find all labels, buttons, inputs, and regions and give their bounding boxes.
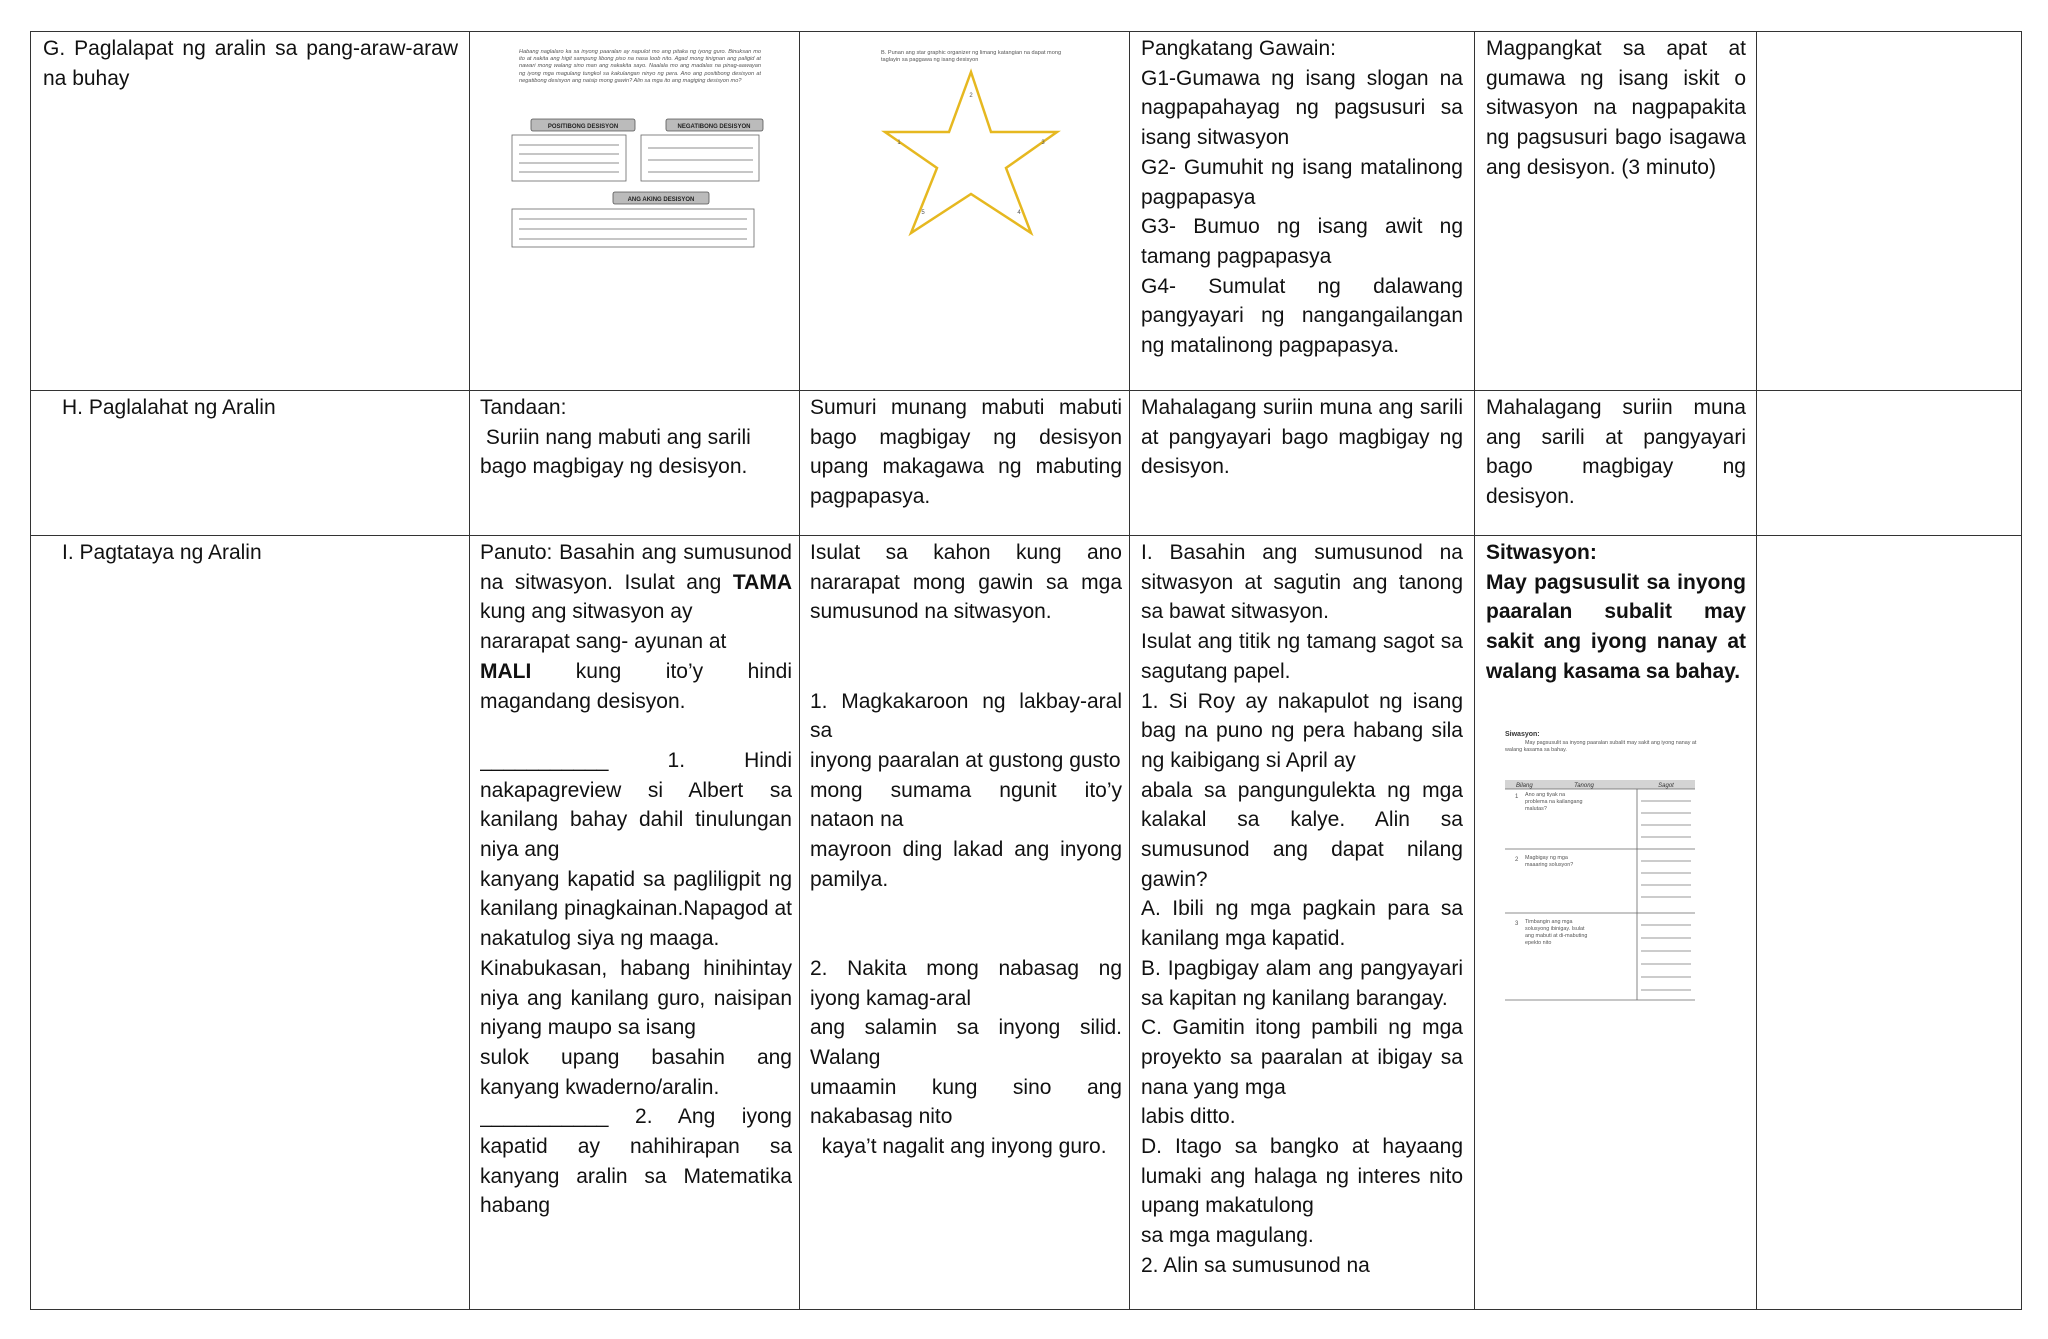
row-g-group-activity	[1141, 34, 1463, 361]
row-i-situation-case	[1486, 538, 1746, 687]
answer-blank: ___________	[480, 1105, 609, 1129]
lesson-plan-table	[30, 31, 2022, 1310]
column-divider	[1756, 32, 1757, 1309]
row-question: Timbangin ang mga solusyong ibinigay. Isulat ang mabuti at di-mabuting epekto nito	[1525, 919, 1588, 946]
row-num: 3	[1515, 921, 1519, 927]
row-i-situation-boxes: Isulat sa kahon kung ano nararapat mong gawin sa mga sumusunod na sitwasyon. 1. Magkakaroon ng lakbay-aral sa inyong paaralan at gustong gusto mong sumama ngunit ito’y nataon na mayroon ding lakad ang inyong pamilya. 2. Nakita mong nabasag ng iyong kamag-aral ang salamin sa inyong silid. Walang umaamin kung sino ang nakabasag nito kaya’t nagalit ang inyong guro.	[810, 538, 1122, 1310]
remember-text: Suriin nang mabuti ang sarili bago magbigay ng desisyon.	[480, 425, 757, 479]
row-g-label: G. Paglalapat ng aralin sa pang-araw-araw na buhay	[43, 37, 458, 90]
row-h-col4-text: Mahalagang suriin muna ang sarili at pangyayari bago magbigay ng desisyon.	[1141, 396, 1463, 479]
row-num: 1	[1515, 794, 1519, 800]
worksheet-intro: Habang naglalaro ka sa inyong paaralan ay napulot mo ang pitaka ng iyong guro. Binuksan mo ito at nakita ang higit sampung libong piso na nasa loob nito. Agad mong tinignan ang paligid at nawari mong walang sino man ang nakakita sayo. Naalala mo ang madalas na pinag-aawayan ng iyong mga magulang tungkol sa kakulangan ninyo ng pera. Ano ang positibong desisyon at negatibong desisyon ang naisip mong gawin? Alin sa mga ito ang magiging desisyon mo?	[519, 49, 761, 84]
group-activity-item: G2- Gumuhit ng isang matalinong pagpapasya	[1141, 155, 1463, 209]
row-i-multiple-choice: I. Basahin ang sumusunod na sitwasyon at sagutin ang tanong sa bawat sitwasyon. Isulat ang titik ng tamang sagot sa sagutang papel. 1. Si Roy ay nakapulot ng isang bag na puno ng pera habang sila ng kaibigang si April ay abala sa pangungulekta ng mga kalakal sa kalye. Alin sa sumusunod ang dapat nilang gawin? A. Ibili ng mga pagkain para sa kanilang mga kapatid. B. Ipagbigay alam ang pangyayari sa kapitan ng kanilang barangay. C. Gamitin itong pambili ng mga proyekto sa paaralan at ibigay sa nana yang mga labis ditto. D. Itago sa bangko at hayaang lumaki ang halaga ng interes nito upang makatulong sa mga magulang. 2. Alin sa sumusunod na	[1141, 541, 1463, 1277]
row-divider	[31, 390, 2021, 391]
my-decision-label: ANG AKING DESISYON	[627, 197, 695, 203]
row-h-col5-text: Mahalagang suriin muna ang sarili at pangyayari bago magbigay ng desisyon.	[1486, 396, 1746, 509]
mali-keyword: MALI	[480, 659, 532, 683]
situation-text: May pagsusulit sa inyong paaralan subalit may sakit ang iyong nanay at walang kasama sa bahay.	[1486, 570, 1746, 683]
star-point-label: 5	[921, 210, 925, 216]
row-question: Magbigay ng mga maaaring solusyon?	[1525, 855, 1574, 868]
worksheet-title: Siwasyon:	[1505, 731, 1540, 738]
row-num: 2	[1515, 857, 1519, 863]
remember-heading: Tandaan:	[480, 396, 567, 419]
situation-item-1: 1. Magkakaroon ng lakbay-aral sa inyong paaralan at gustong gusto mong sumama ngunit ito’y nataon na mayroon ding lakad ang inyong pamilya.	[810, 689, 1122, 891]
row-i-true-false-quiz: Panuto: Basahin ang sumusunod na sitwasyon. Isulat ang TAMA kung ang sitwasyon ay nararapat sang- ayunan at MALI kung ito’y hindi magandang desisyon. ___________ 1. Hindi nakapagreview si Albert sa kanilang bahay dahil tinulungan niya ang kanyang kapatid sa pagliligpit ng kanilang pinagkainan.Napagod at nakatulog siya ng maaga. Kinabukasan, habang hinihintay niya ang kanilang guro, naisipan niyang maupo sa isang sulok upang basahin ang kanyang kwaderno/aralin. ___________ 2. Ang iyong kapatid ay nahihirapan sa kanyang aralin sa Matematika habang	[480, 538, 792, 1310]
row-divider	[31, 535, 2021, 536]
column-divider	[799, 32, 800, 1309]
star-point-label: 4	[1017, 210, 1021, 216]
group-activity-heading: Pangkatang Gawain:	[1141, 37, 1336, 60]
group-activity-item: G1-Gumawa ng isang slogan na nagpapahayag ng pagsusuri sa isang sitwasyon	[1141, 66, 1463, 150]
col-header: Sagot	[1658, 783, 1674, 789]
row-g-col5-text: Magpangkat sa apat at gumawa ng isang iskit o sitwasyon na nagpapakita ng pagsusuri bago isagawa ang desisyon. (3 minuto)	[1486, 37, 1746, 179]
col-header: Tanong	[1574, 783, 1594, 789]
quiz-item-1: ___________ 1. Hindi nakapagreview si Albert sa kanilang bahay dahil tinulungan niya ang	[480, 748, 792, 862]
column-divider	[469, 32, 470, 1309]
quiz-item-2: ___________ 2. Ang iyong kapatid ay nahihirapan sa kanyang aralin sa Matematika habang	[480, 1105, 792, 1218]
situation-heading: Sitwasyon:	[1486, 541, 1597, 564]
situation-worksheet-image	[1491, 727, 1711, 1047]
positive-decision-label: POSITIBONG DESISYON	[547, 124, 619, 130]
star-organizer-image	[861, 50, 1081, 265]
decision-worksheet-image	[509, 49, 771, 269]
star-caption: B. Punan ang star graphic organizer ng limang katangian na dapat mong taglayin sa paggawa ng isang desisyon	[881, 50, 1062, 63]
row-question: Ano ang tiyak na problema na kailangang malutas?	[1525, 792, 1583, 812]
situation-item-2: 2. Nakita mong nabasag ng iyong kamag-aral ang salamin sa inyong silid. Walang umaamin kung sino ang nakabasag nito kaya’t nagalit ang inyong guro.	[810, 956, 1122, 1159]
col-header: Bilang	[1516, 783, 1533, 789]
row-h-remember	[480, 393, 792, 482]
column-divider	[1129, 32, 1130, 1309]
tama-keyword: TAMA	[732, 570, 792, 594]
column-divider	[1474, 32, 1475, 1309]
worksheet-desc: May pagsusulit sa inyong paaralan subalit may sakit ang iyong nanay at walang kasama sa bahay.	[1505, 740, 1697, 753]
row-h-label: H. Paglalahat ng Aralin	[62, 396, 276, 419]
star-point-label: 1	[897, 140, 901, 146]
group-activity-item: G3- Bumuo ng isang awit ng tamang pagpapasya	[1141, 215, 1463, 268]
negative-decision-label: NEGATIBONG DESISYON	[677, 124, 751, 130]
group-activity-item: G4- Sumulat ng dalawang pangyayari ng nangangailangan ng matalinong pagpapasya.	[1141, 274, 1463, 358]
star-point-label: 3	[1041, 140, 1045, 146]
star-point-label: 2	[969, 93, 973, 99]
row-h-col3-text: Sumuri munang mabuti mabuti bago magbigay ng desisyon upang makagawa ng mabuting pagpapasya.	[810, 396, 1122, 509]
answer-blank: ___________	[480, 748, 609, 772]
row-i-label: I. Pagtataya ng Aralin	[62, 541, 262, 564]
